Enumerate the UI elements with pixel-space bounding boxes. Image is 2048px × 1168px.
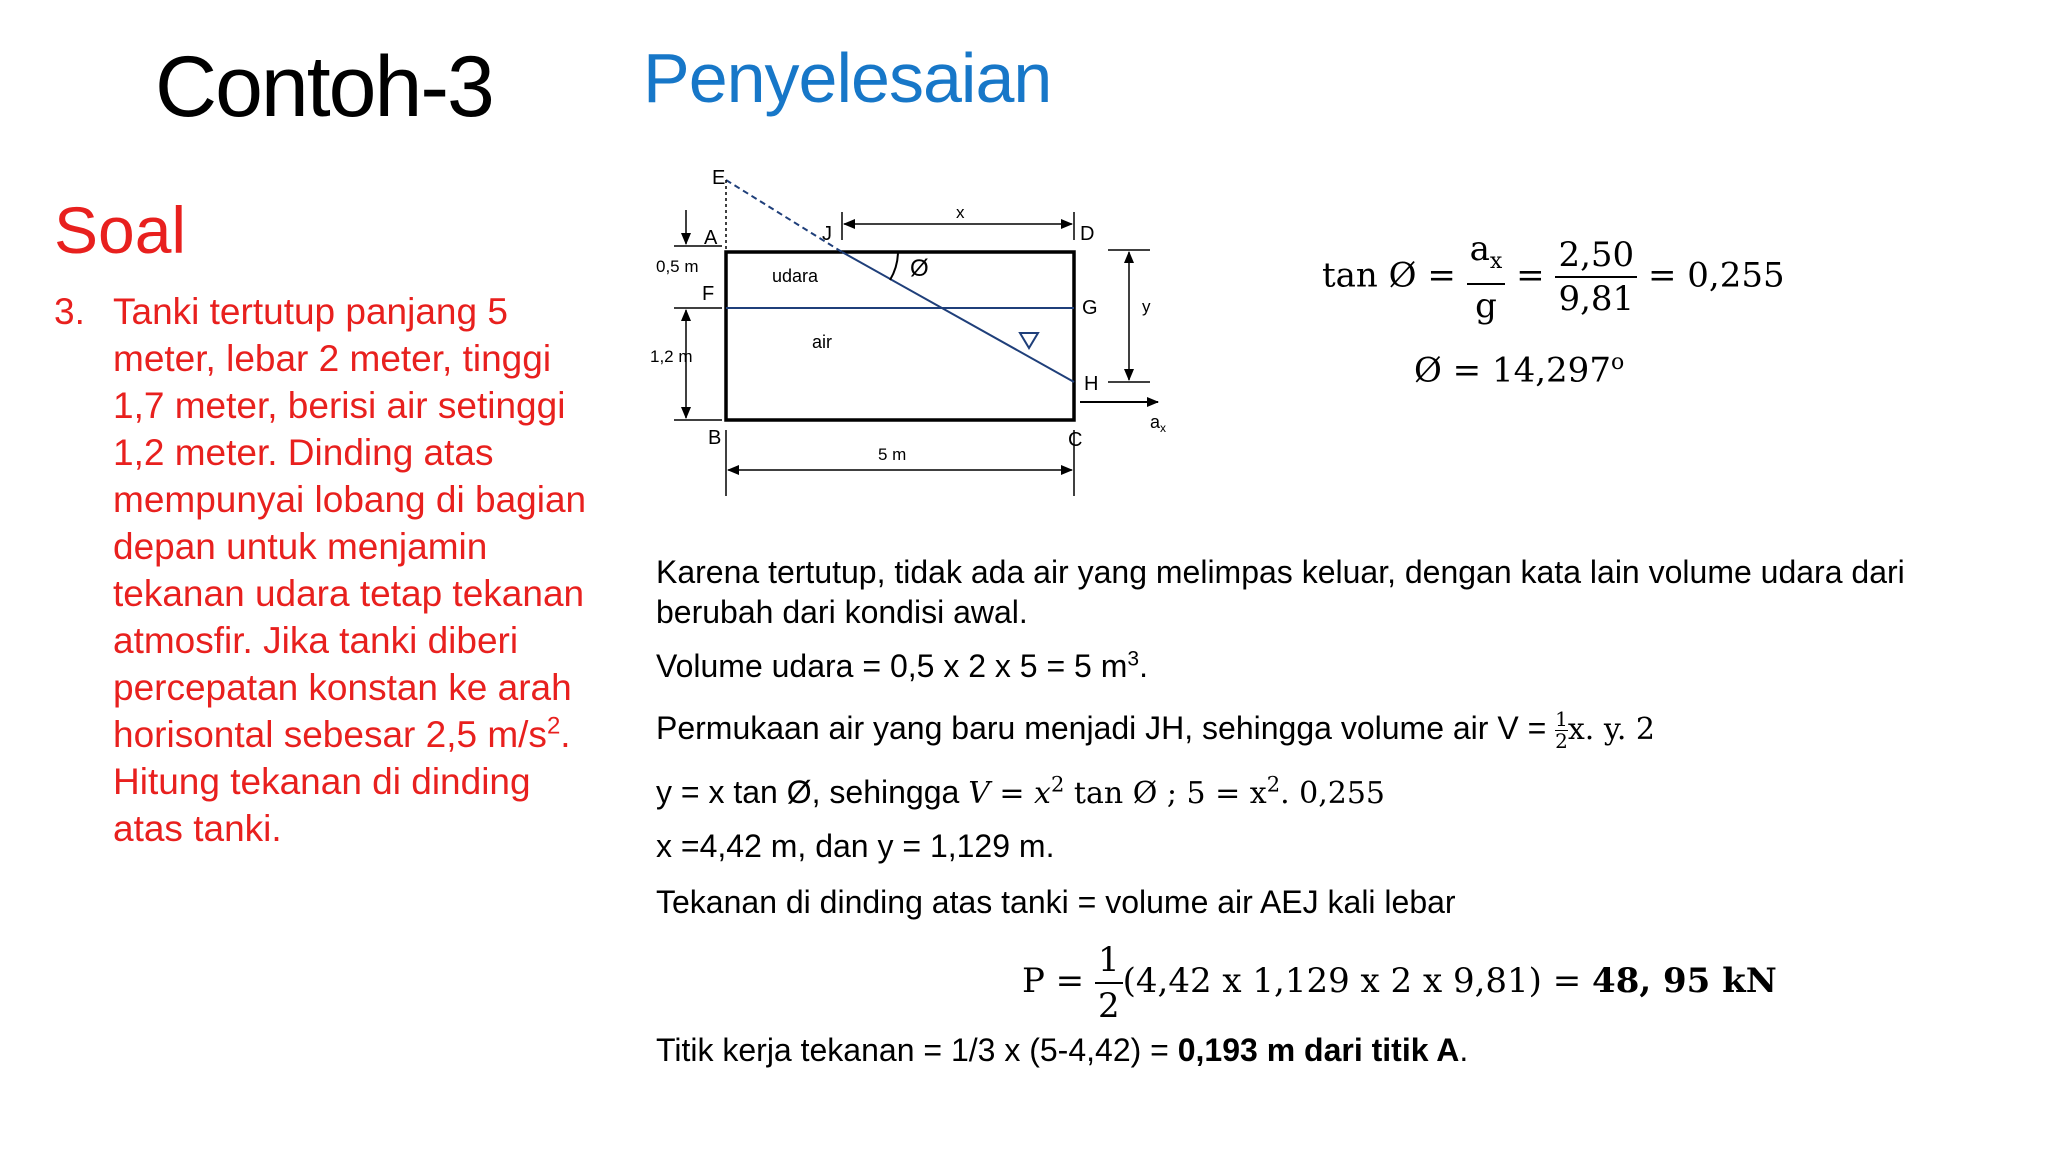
tan-phi-lhs: tan Ø = [1322, 255, 1456, 296]
equals-sign: = [1516, 255, 1545, 296]
tan-phi-equation [1322, 228, 1785, 327]
water-surface-line [656, 708, 1655, 752]
label-b: B [708, 427, 722, 449]
label-udara: udara [772, 266, 819, 286]
label-ax-sub: x [1160, 421, 1167, 435]
solution-heading: Penyelesaian [643, 39, 1052, 117]
volume-formula-sup2: 2 [1266, 772, 1281, 797]
pressure-point-text: Titik kerja tekanan = 1/3 x (5-4,42) = [656, 1032, 1178, 1068]
label-j: J [822, 223, 832, 245]
problem-statement [54, 288, 594, 852]
x-y-values-line: x =4,42 m, dan y = 1,129 m. [656, 828, 1055, 864]
volume-formula-sup: 2 [1050, 772, 1065, 797]
phi-value-text: Ø = 14,297 [1414, 350, 1611, 391]
degree-symbol: o [1610, 350, 1625, 375]
values-denominator: 9,81 [1558, 279, 1635, 320]
pressure-half-fraction [1095, 938, 1123, 1028]
air-volume-text: Volume udara = 0,5 x 2 x 5 = 5 m [656, 648, 1128, 684]
phi-value [1414, 350, 1624, 390]
pressure-point-end: . [1459, 1032, 1469, 1068]
label-air: air [812, 332, 833, 352]
label-x: x [956, 203, 965, 222]
page-title: Contoh-3 [155, 39, 493, 135]
label-h: H [1084, 373, 1099, 395]
label-c: C [1068, 429, 1083, 451]
pressure-description-line: Tekanan di dinding atas tanki = volume air AEJ kali lebar [656, 884, 1456, 920]
inclined-water-surface [842, 252, 1074, 382]
problem-text-end: . Hitung tekanan di dinding atas tanki. [113, 714, 571, 849]
pressure-lhs: P = [1022, 961, 1085, 1001]
pressure-half-numerator: 1 [1095, 938, 1123, 984]
label-length: 5 m [878, 445, 907, 464]
problem-text [113, 288, 594, 852]
pressure-point-line [656, 1030, 1468, 1070]
tan-phi-result: = 0,255 [1647, 255, 1785, 296]
label-water-depth: 1,2 m [650, 347, 693, 366]
y-relation-line [656, 772, 1385, 814]
tank-diagram [640, 158, 1200, 514]
values-numerator: 2,50 [1555, 234, 1637, 278]
air-volume-end: . [1139, 648, 1148, 684]
values-fraction [1555, 234, 1637, 320]
water-volume-expression: x. y. 2 [1567, 712, 1655, 747]
pressure-equation [1022, 938, 1777, 1028]
ax-over-g-numerator [1467, 228, 1506, 285]
label-top-dim: 0,5 m [656, 257, 699, 276]
volume-formula-end: . 0,255 [1280, 776, 1386, 811]
pressure-point-result: 0,193 m dari titik A [1177, 1032, 1460, 1068]
label-g: G [1082, 297, 1098, 319]
water-surface-text: Permukaan air yang baru menjadi JH, sehingga volume air V = [656, 710, 1556, 746]
pressure-half-denominator: 2 [1098, 986, 1120, 1026]
ax-over-g-fraction [1467, 228, 1506, 327]
half-fraction [1555, 709, 1568, 752]
y-relation-text: y = x tan Ø, sehingga [656, 774, 969, 810]
label-ax [1150, 412, 1166, 435]
water-level-symbol [1020, 333, 1038, 348]
label-d: D [1080, 223, 1095, 245]
volume-formula-mid: tan Ø ; 5 = x [1064, 776, 1267, 811]
label-f: F [702, 283, 715, 305]
problem-number: 3. [54, 291, 85, 332]
pressure-result: 48, 95 kN [1592, 961, 1777, 1001]
solution-line-1b: berubah dari kondisi awal. [656, 594, 1028, 630]
ax-symbol: a [1469, 229, 1490, 269]
angle-arc [890, 252, 898, 280]
solution-paragraph-1 [656, 552, 1905, 632]
label-ax-main: a [1150, 412, 1161, 432]
pressure-expression: (4,42 x 1,129 x 2 x 9,81) = [1122, 961, 1593, 1001]
problem-heading: Soal [54, 193, 187, 267]
problem-text-sup: 2 [546, 712, 561, 740]
label-a: A [704, 227, 718, 249]
volume-formula: V = x [968, 776, 1051, 811]
ax-subscript: x [1489, 248, 1503, 274]
label-phi: Ø [910, 255, 929, 282]
label-e: E [712, 167, 726, 189]
half-denominator: 2 [1555, 729, 1568, 754]
half-numerator: 1 [1555, 707, 1568, 732]
ax-over-g-denominator: g [1475, 285, 1497, 326]
air-volume-line [656, 646, 1148, 686]
problem-text-main: Tanki tertutup panjang 5 meter, lebar 2 meter, tinggi 1,7 meter, berisi air setinggi 1,2 meter. Dinding atas mempunyai lobang di bagian depan untuk menjamin tekanan udara tetap tekanan atmosfir. Jika tanki diberi percepatan konstan ke arah horisontal sebesar 2,5 m/s [113, 291, 587, 755]
label-y: y [1142, 297, 1151, 316]
air-volume-sup: 3 [1127, 647, 1140, 671]
solution-line-1a: Karena tertutup, tidak ada air yang melimpas keluar, dengan kata lain volume udara dari [656, 554, 1905, 590]
